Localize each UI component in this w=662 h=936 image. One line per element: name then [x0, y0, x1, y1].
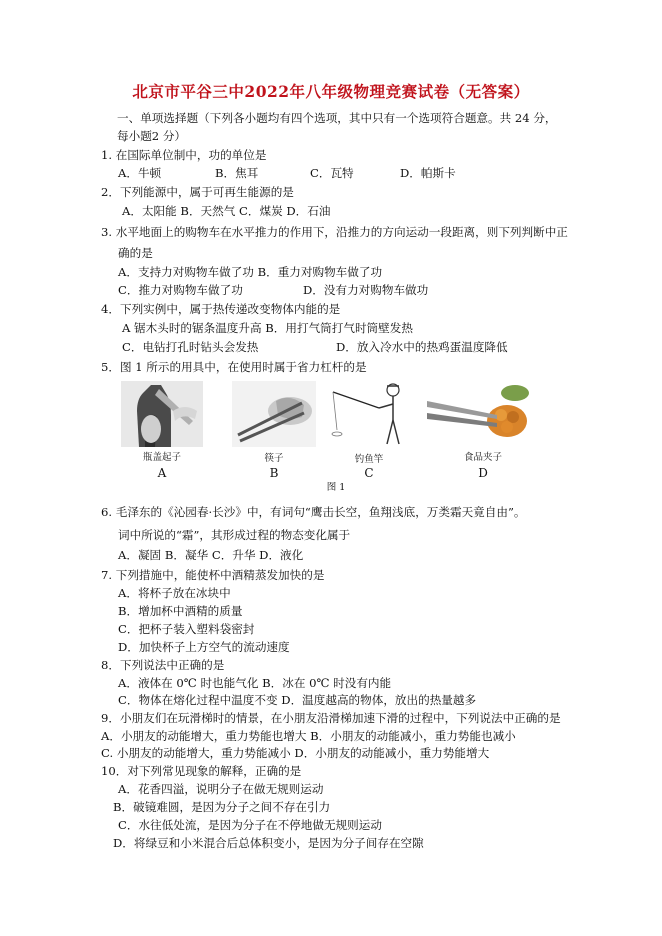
- page-title: 北京市平谷三中2022年八年级物理竞赛试卷（无答案）: [132, 82, 530, 101]
- q6-stem: 6. 毛泽东的《沁园春·长沙》中，有词句“鹰击长空，鱼翔浅底，万类霜天竟自由”。: [101, 505, 526, 519]
- figure-letter-a: A: [157, 466, 167, 480]
- section-heading-cont: 每小题2 分）: [117, 129, 187, 143]
- figure-letter-d: D: [478, 466, 488, 480]
- q8-stem: 8．下列说法中正确的是: [101, 658, 225, 672]
- q7-option-c: C．把杯子装入塑料袋密封: [118, 622, 255, 636]
- figure-letter-c: C: [364, 466, 374, 480]
- figure-label: 图 1: [326, 482, 346, 493]
- figure-letter-b: B: [269, 466, 279, 480]
- q3-option-d: D．没有力对购物车做功: [303, 283, 429, 297]
- q8-options-ab: A．液体在 0℃ 时也能气化 B．冰在 0℃ 时没有内能: [118, 676, 392, 690]
- q7-option-d: D．加快杯子上方空气的流动速度: [118, 640, 290, 654]
- chopsticks-image: [232, 381, 316, 447]
- q7-option-b: B．增加杯中酒精的质量: [118, 604, 243, 618]
- food-tongs-image: [423, 381, 530, 448]
- q10-option-d: D．将绿豆和小米混合后总体积变小，是因为分子间存在空隙: [113, 836, 424, 850]
- q6-stem-cont: 词中所说的“霜”，其形成过程的物态变化属于: [118, 528, 351, 542]
- q4-stem: 4．下列实例中，属于热传递改变物体内能的是: [101, 302, 341, 316]
- fishing-rod-image: [327, 380, 411, 447]
- q10-option-c: C．水往低处流，是因为分子在不停地做无规则运动: [118, 818, 382, 832]
- q9-options-cd: C. 小朋友的动能增大，重力势能减小 D．小朋友的动能减小，重力势能增大: [101, 746, 490, 760]
- q7-option-a: A．将杯子放在冰块中: [118, 586, 231, 600]
- q4-options-ab: A 锯木头时的锯条温度升高 B．用打气筒打气时筒壁发热: [122, 321, 413, 335]
- q3-stem-cont: 确的是: [118, 246, 153, 260]
- q1-stem: 1. 在国际单位制中，功的单位是: [101, 148, 267, 162]
- q3-option-c: C．推力对购物车做了功: [118, 283, 243, 297]
- caption-chopsticks: 筷子: [264, 453, 284, 464]
- q3-stem: 3. 水平地面上的购物车在水平推力的作用下，沿推力的方向运动一段距离，则下列判断中正: [101, 225, 568, 239]
- q5-stem: 5．图 1 所示的用具中，在使用时属于省力杠杆的是: [101, 360, 367, 374]
- bottle-opener-image: [121, 381, 203, 447]
- caption-fishing-rod: 钓鱼竿: [354, 454, 384, 465]
- q4-option-d: D．放入冷水中的热鸡蛋温度降低: [336, 340, 508, 354]
- q10-stem: 10．对下列常见现象的解释，正确的是: [101, 764, 302, 778]
- caption-food-tongs: 食品夹子: [463, 452, 502, 463]
- q10-option-b: B．破镜难圆，是因为分子之间不存在引力: [113, 800, 331, 814]
- q10-option-a: A．花香四溢，说明分子在做无规则运动: [118, 782, 324, 796]
- q1-option-c: C．瓦特: [310, 166, 354, 180]
- q2-options: A．太阳能 B．天然气 C．煤炭 D．石油: [122, 204, 331, 218]
- q7-stem: 7. 下列措施中，能使杯中酒精蒸发加快的是: [101, 568, 325, 582]
- q4-option-c: C．电钻打孔时钻头会发热: [122, 340, 259, 354]
- q8-options-cd: C．物体在熔化过程中温度不变 D．温度越高的物体，放出的热量越多: [118, 693, 477, 707]
- q6-options: A．凝固 B．凝华 C．升华 D．液化: [118, 548, 304, 562]
- q9-stem: 9．小朋友们在玩滑梯时的情景，在小朋友沿滑梯加速下滑的过程中，下列说法中正确的是: [101, 711, 561, 725]
- q3-options-ab: A．支持力对购物车做了功 B．重力对购物车做了功: [118, 265, 383, 279]
- q1-option-b: B．焦耳: [215, 166, 259, 180]
- q1-option-a: A．牛顿: [118, 166, 162, 180]
- q1-option-d: D．帕斯卡: [400, 166, 456, 180]
- q2-stem: 2．下列能源中，属于可再生能源的是: [101, 185, 294, 199]
- section-heading: 一、单项选择题（下列各小题均有四个选项，其中只有一个选项符合题意。共 24 分，: [117, 111, 557, 125]
- caption-bottle-opener: 瓶盖起子: [142, 452, 181, 463]
- q9-options-ab: A．小朋友的动能增大，重力势能也增大 B．小朋友的动能减小，重力势能也减小: [101, 729, 516, 743]
